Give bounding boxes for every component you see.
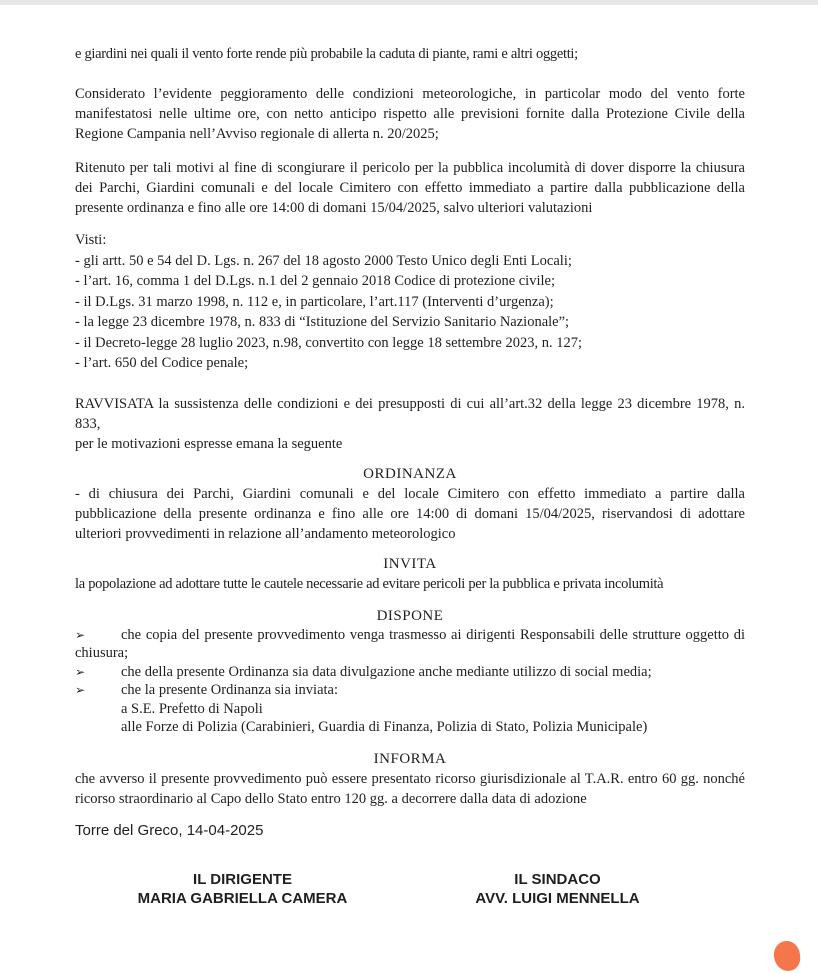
dispone-list xyxy=(75,626,745,737)
signature-role: IL SINDACO xyxy=(514,870,601,888)
dispone-item xyxy=(75,663,745,682)
visti-item: - l’art. 16, comma 1 del D.Lgs. n.1 del 2 gennaio 2018 Codice di protezione civile; xyxy=(75,273,555,289)
paragraph-ravvisata: RAVVISATA la sussistenza delle condizioni e dei presupposti di cui all’art.32 della legge 23 dicembre 1978, n. 833, xyxy=(75,395,745,432)
visti-item: - l’art. 650 del Codice penale; xyxy=(75,355,249,371)
page-top-edge xyxy=(0,0,818,5)
visti-list xyxy=(75,230,745,374)
dispone-item-text: che copia del presente provvedimento venga trasmesso ai dirigenti Responsabili delle strutture oggetto di chiusura; xyxy=(75,626,745,661)
visti-item: - il D.Lgs. 31 marzo 1998, n. 112 e, in particolare, l’art.117 (Interventi d’urgenza); xyxy=(75,293,554,310)
heading-dispone: DISPONE xyxy=(376,607,444,624)
paragraph-ordinanza: - di chiusura dei Parchi, Giardini comunali e del locale Cimitero con effetto immediato a partire dalla pubblicazione della presente ordinanza e fino alle ore 14:00 di domani 15/04/2025, riservandosi di adottare ulteriori provvedimenti in relazione all’andamento meteorologico xyxy=(75,485,745,542)
signature-name: AVV. LUIGI MENNELLA xyxy=(475,889,640,907)
dispone-subline: alle Forze di Polizia (Carabinieri, Guardia di Finanza, Polizia di Stato, Polizia Municipale) xyxy=(121,719,648,735)
dispone-item-text: che della presente Ordinanza sia data divulgazione anche mediante utilizzo di social media; xyxy=(121,663,652,680)
visti-label: Visti: xyxy=(75,232,107,248)
place-date: Torre del Greco, 14-04-2025 xyxy=(75,821,264,839)
heading-ordinanza: ORDINANZA xyxy=(363,465,457,482)
signature-name: MARIA GABRIELLA CAMERA xyxy=(137,889,348,907)
arrow-bullet-icon: ➢ xyxy=(75,627,86,642)
signature-left xyxy=(75,870,410,908)
arrow-bullet-icon: ➢ xyxy=(75,664,86,679)
paragraph-ravvisata-follow: per le motivazioni espresse emana la seguente xyxy=(75,435,343,452)
heading-informa: INFORMA xyxy=(373,750,447,767)
visti-item: - gli artt. 50 e 54 del D. Lgs. n. 267 del 18 agosto 2000 Testo Unico degli Enti Locali; xyxy=(75,252,572,269)
dispone-subline: a S.E. Prefetto di Napoli xyxy=(121,700,263,717)
paragraph-informa: che avverso il presente provvedimento può essere presentato ricorso giurisdizionale al T.A.R. entro 60 gg. nonché ricorso straordinario al Capo dello Stato entro 120 gg. a decorrere dalla data di adozione xyxy=(75,770,745,807)
visti-item: - la legge 23 dicembre 1978, n. 833 di “Istituzione del Servizio Sanitario Nazionale”; xyxy=(75,314,570,330)
paragraph-intro: e giardini nei quali il vento forte rende più probabile la caduta di piante, rami e altri oggetti; xyxy=(75,46,578,62)
paragraph-considerato: Considerato l’evidente peggioramento delle condizioni meteorologiche, in particolar modo del vento forte manifestatosi nelle ultime ore, con netto anticipo rispetto alle previsioni fornite dalla Protezione Civile della Regione Campania nell’Avviso regionale di allerta n. 20/2025; xyxy=(75,86,745,142)
floating-button[interactable] xyxy=(772,939,802,972)
arrow-bullet-icon: ➢ xyxy=(75,683,86,697)
dispone-item xyxy=(75,626,745,663)
signature-role: IL DIRIGENTE xyxy=(193,870,292,888)
dispone-item-text: che la presente Ordinanza sia inviata: xyxy=(121,682,338,698)
signature-right xyxy=(410,870,745,908)
signature-block xyxy=(75,870,745,908)
heading-invita: INVITA xyxy=(383,555,437,572)
paragraph-ritenuto: Ritenuto per tali motivi al fine di scongiurare il pericolo per la pubblica incolumità di dover disporre la chiusura dei Parchi, Giardini comunali e del locale Cimitero con effetto immediato a partire dalla pubblicazione della presente ordinanza e fino alle ore 14:00 di domani 15/04/2025, salvo ulteriori valutazioni xyxy=(75,160,745,216)
visti-item: - il Decreto-legge 28 luglio 2023, n.98, convertito con legge 18 settembre 2023, n. 127; xyxy=(75,334,582,351)
paragraph-invita: la popolazione ad adottare tutte le cautele necessarie ad evitare pericoli per la pubblica e privata incolumità xyxy=(75,575,664,592)
dispone-item xyxy=(75,681,745,700)
